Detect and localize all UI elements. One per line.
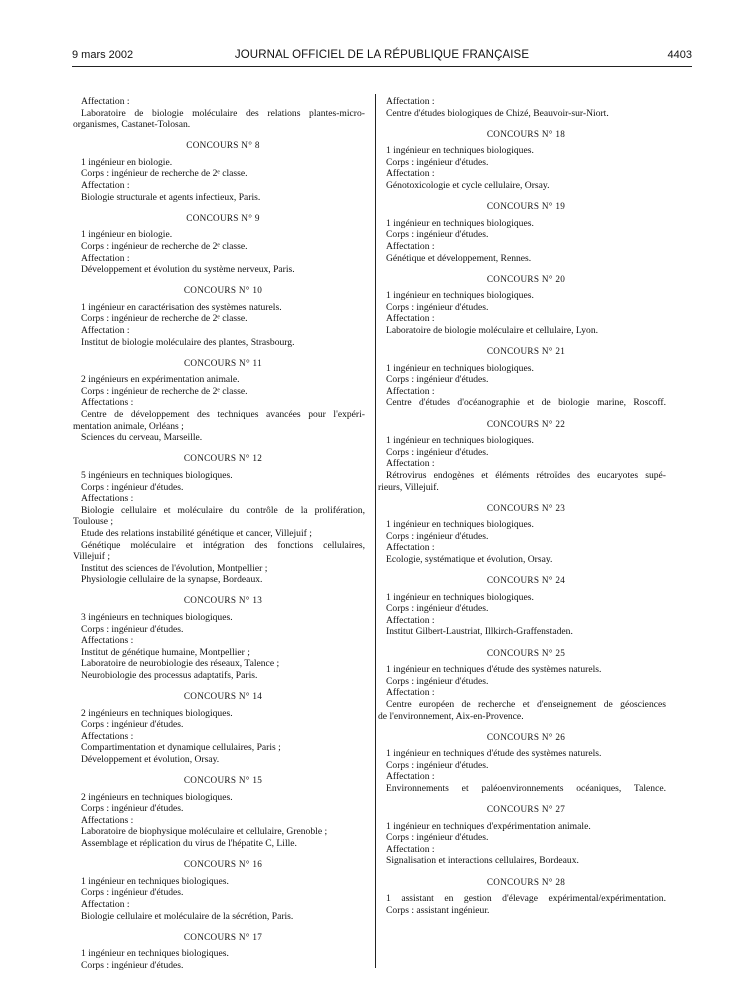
- concours-title: CONCOURS N° 24: [486, 575, 566, 586]
- concours-block: [378, 647, 666, 723]
- concours-line: Génotoxicologie et cycle cellulaire, Orsay.: [386, 180, 550, 192]
- concours-line: Affectation :: [81, 898, 130, 910]
- concours-line: Affectation :: [386, 542, 435, 554]
- concours-line: Institut de biologie moléculaire des plantes, Strasbourg.: [81, 336, 295, 348]
- intro-line: Laboratoire de biologie moléculaire des relations plantes-micro-: [81, 107, 365, 119]
- concours-title: CONCOURS N° 10: [183, 285, 263, 296]
- concours-line: Affectation :: [386, 168, 435, 180]
- concours-line: mentation animale, Orléans ;: [73, 420, 184, 432]
- concours-line: Corps : ingénieur d'études.: [386, 832, 489, 844]
- concours-line: Génétique moléculaire et intégration des fonctions cellulaires,: [81, 539, 365, 551]
- concours-line: Etude des relations instabilité génétique et cancer, Villejuif ;: [81, 527, 312, 539]
- concours-block: [81, 595, 365, 681]
- concours-title: CONCOURS N° 23: [486, 502, 566, 513]
- concours-line: Corps : ingénieur d'études.: [81, 959, 184, 971]
- concours-line: 2 ingénieurs en techniques biologiques.: [81, 707, 233, 719]
- concours-line: Affectation :: [386, 687, 435, 699]
- concours-line: Compartimentation et dynamique cellulaires, Paris ;: [81, 742, 281, 754]
- concours-line: 1 ingénieur en biologie.: [81, 229, 173, 241]
- concours-line: Rétrovirus endogènes et éléments rétroïdes des eucaryotes supé-: [386, 469, 666, 481]
- concours-block: [386, 346, 666, 409]
- concours-line: Corps : ingénieur de recherche de 2ᵉ classe.: [81, 385, 248, 397]
- concours-block: [386, 201, 666, 264]
- concours-line: Corps : ingénieur d'études.: [386, 301, 489, 313]
- concours-title: CONCOURS N° 22: [486, 418, 566, 429]
- right-column: [378, 96, 666, 916]
- concours-line: Laboratoire de biophysique moléculaire et cellulaire, Grenoble ;: [81, 826, 328, 838]
- concours-line: 1 ingénieur en techniques biologiques.: [81, 875, 229, 887]
- concours-line: Affectations :: [81, 635, 134, 647]
- concours-line: Affectation :: [386, 385, 435, 397]
- concours-line: Biologie cellulaire et moléculaire de la sécrétion, Paris.: [81, 910, 294, 922]
- concours-line: Laboratoire de neurobiologie des réseaux, Talence ;: [81, 658, 280, 670]
- concours-line: Corps : ingénieur de recherche de 2ᵉ classe.: [81, 168, 248, 180]
- concours-line: 1 ingénieur en biologie.: [81, 156, 173, 168]
- concours-line: Affectation :: [386, 240, 435, 252]
- left-column: [73, 96, 365, 971]
- concours-line: 3 ingénieurs en techniques biologiques.: [81, 611, 233, 623]
- concours-line: Développement et évolution du système nerveux, Paris.: [81, 264, 295, 276]
- concours-line: 1 assistant en gestion d'élevage expérimental/expérimentation.: [386, 893, 666, 905]
- concours-line: Affectation :: [386, 771, 435, 783]
- concours-line: Affectation :: [386, 614, 435, 626]
- concours-block: [386, 503, 666, 566]
- concours-line: Génétique et développement, Rennes.: [386, 252, 532, 264]
- concours-block: [73, 357, 365, 444]
- concours-line: Corps : ingénieur d'études.: [386, 229, 489, 241]
- intro-line: Affectation :: [81, 96, 130, 107]
- concours-line: Corps : ingénieur d'études.: [386, 446, 489, 458]
- concours-line: Biologie cellulaire et moléculaire du contrôle de la prolifération,: [81, 504, 365, 516]
- concours-line: Sciences du cerveau, Marseille.: [81, 432, 203, 444]
- concours-line: 5 ingénieurs en techniques biologiques.: [81, 469, 233, 481]
- concours-block: [386, 877, 666, 917]
- concours-line: Affectation :: [81, 252, 130, 264]
- concours-title: CONCOURS N° 25: [486, 647, 566, 658]
- column-divider: [375, 94, 376, 968]
- concours-line: 1 ingénieur en techniques biologiques.: [386, 145, 534, 157]
- concours-line: Neurobiologie des processus adaptatifs, Paris.: [81, 669, 258, 681]
- concours-block: [81, 691, 365, 766]
- concours-line: Affectation :: [81, 325, 130, 336]
- concours-line: 1 ingénieur en techniques d'étude des systèmes naturels.: [386, 664, 602, 676]
- concours-line: 1 ingénieur en techniques biologiques.: [386, 435, 534, 447]
- concours-block: [386, 804, 666, 867]
- concours-title: CONCOURS N° 15: [183, 775, 263, 786]
- concours-line: Affectations :: [81, 397, 134, 409]
- concours-block: [386, 129, 666, 192]
- concours-line: Affectations :: [81, 493, 134, 505]
- concours-line: Corps : ingénieur d'études.: [386, 759, 489, 771]
- concours-line: Corps : ingénieur d'études.: [81, 481, 184, 493]
- concours-line: Affectation :: [386, 313, 435, 325]
- concours-line: Ecologie, systématique et évolution, Orsay.: [386, 554, 553, 565]
- concours-title: CONCOURS N° 26: [486, 731, 566, 742]
- concours-line: Villejuif ;: [73, 551, 110, 563]
- concours-block: [81, 140, 365, 203]
- concours-line: Assemblage et réplication du virus de l'hépatite C, Lille.: [81, 838, 297, 850]
- concours-line: rieurs, Villejuif.: [378, 481, 439, 493]
- concours-line: Corps : ingénieur d'études.: [386, 675, 489, 687]
- concours-line: 1 ingénieur en techniques d'expérimentation animale.: [386, 820, 591, 832]
- concours-line: Institut Gilbert-Laustriat, Illkirch-Graffenstaden.: [386, 626, 573, 638]
- journal-title: JOURNAL OFFICIEL DE LA RÉPUBLIQUE FRANÇAISE: [234, 49, 530, 61]
- concours-line: Toulouse ;: [73, 516, 114, 528]
- concours-block: [81, 285, 365, 348]
- concours-title: CONCOURS N° 18: [486, 128, 566, 139]
- intro-line: organismes, Castanet-Tolosan.: [73, 119, 191, 131]
- page-header: [72, 49, 692, 65]
- concours-title: CONCOURS N° 19: [486, 201, 566, 212]
- concours-title: CONCOURS N° 17: [183, 931, 263, 942]
- concours-line: Institut de génétique humaine, Montpellier ;: [81, 646, 250, 658]
- concours-title: CONCOURS N° 12: [183, 453, 263, 464]
- page-number: 4403: [667, 49, 692, 61]
- concours-title: CONCOURS N° 8: [186, 140, 260, 151]
- concours-block: [81, 932, 365, 972]
- concours-line: Centre de développement des techniques avancées pour l'expéri-: [81, 409, 365, 421]
- concours-line: Corps : ingénieur d'études.: [81, 803, 184, 815]
- concours-block: [81, 775, 365, 850]
- concours-line: Corps : ingénieur de recherche de 2ᵉ classe.: [81, 313, 248, 325]
- concours-block: [81, 859, 365, 922]
- concours-line: Corps : ingénieur d'études.: [386, 530, 489, 542]
- concours-line: Affectation :: [386, 843, 435, 855]
- concours-line: Affectations :: [81, 730, 134, 742]
- concours-title: CONCOURS N° 20: [486, 273, 566, 284]
- concours-line: 1 ingénieur en caractérisation des systèmes naturels.: [81, 301, 282, 313]
- concours-block: [386, 575, 666, 638]
- concours-title: CONCOURS N° 21: [486, 346, 566, 357]
- header-rule: [72, 66, 692, 67]
- concours-block: [73, 453, 365, 586]
- concours-line: Développement et évolution, Orsay.: [81, 754, 220, 765]
- concours-line: 1 ingénieur en techniques d'étude des systèmes naturels.: [386, 748, 602, 760]
- concours-title: CONCOURS N° 16: [183, 859, 263, 870]
- concours-block: [386, 274, 666, 337]
- concours-line: Centre européen de recherche et d'enseignement de géosciences: [386, 698, 666, 710]
- concours-block: [81, 213, 365, 276]
- concours-title: CONCOURS N° 11: [184, 357, 262, 368]
- concours-line: Institut des sciences de l'évolution, Montpellier ;: [81, 562, 268, 574]
- concours-line: Corps : ingénieur d'études.: [386, 603, 489, 615]
- concours-line: 1 ingénieur en techniques biologiques.: [386, 591, 534, 603]
- concours-line: Environnements et paléoenvironnements océaniques, Talence.: [386, 783, 666, 794]
- concours-line: 2 ingénieurs en expérimentation animale.: [81, 374, 240, 386]
- concours-line: Biologie structurale et agents infectieux, Paris.: [81, 191, 261, 203]
- concours-block: [378, 418, 666, 494]
- concours-line: Affectations :: [81, 814, 134, 826]
- concours-line: 2 ingénieurs en techniques biologiques.: [81, 791, 233, 803]
- concours-line: Affectation :: [81, 180, 130, 192]
- header-date: 9 mars 2002: [72, 49, 134, 61]
- concours-line: 1 ingénieur en techniques biologiques.: [81, 948, 229, 960]
- intro-line: Affectation :: [386, 96, 435, 107]
- concours-line: Corps : ingénieur d'études.: [386, 374, 489, 386]
- concours-line: 1 ingénieur en techniques biologiques.: [386, 519, 534, 531]
- concours-line: Corps : ingénieur d'études.: [386, 156, 489, 168]
- concours-line: Signalisation et interactions cellulaires, Bordeaux.: [386, 855, 579, 867]
- concours-line: 1 ingénieur en techniques biologiques.: [386, 290, 534, 302]
- concours-block: [386, 732, 666, 795]
- concours-line: Corps : ingénieur d'études.: [81, 887, 184, 899]
- concours-title: CONCOURS N° 27: [486, 804, 566, 815]
- concours-line: Centre d'études d'océanographie et de biologie marine, Roscoff.: [386, 397, 666, 409]
- concours-line: 1 ingénieur en techniques biologiques.: [386, 362, 534, 374]
- concours-line: Corps : ingénieur de recherche de 2ᵉ classe.: [81, 240, 248, 252]
- concours-title: CONCOURS N° 14: [183, 691, 263, 702]
- concours-title: CONCOURS N° 28: [486, 876, 566, 887]
- concours-line: 1 ingénieur en techniques biologiques.: [386, 217, 534, 229]
- concours-title: CONCOURS N° 9: [186, 212, 260, 223]
- concours-line: Corps : ingénieur d'études.: [81, 719, 184, 731]
- concours-line: Corps : ingénieur d'études.: [81, 623, 184, 635]
- concours-line: de l'environnement, Aix-en-Provence.: [378, 710, 524, 722]
- concours-line: Laboratoire de biologie moléculaire et cellulaire, Lyon.: [386, 325, 599, 336]
- concours-line: Affectation :: [386, 458, 435, 470]
- concours-title: CONCOURS N° 13: [183, 595, 263, 606]
- intro-line: Centre d'études biologiques de Chizé, Beauvoir-sur-Niort.: [386, 107, 609, 119]
- concours-line: Corps : assistant ingénieur.: [386, 904, 490, 916]
- concours-line: Physiologie cellulaire de la synapse, Bordeaux.: [81, 574, 263, 586]
